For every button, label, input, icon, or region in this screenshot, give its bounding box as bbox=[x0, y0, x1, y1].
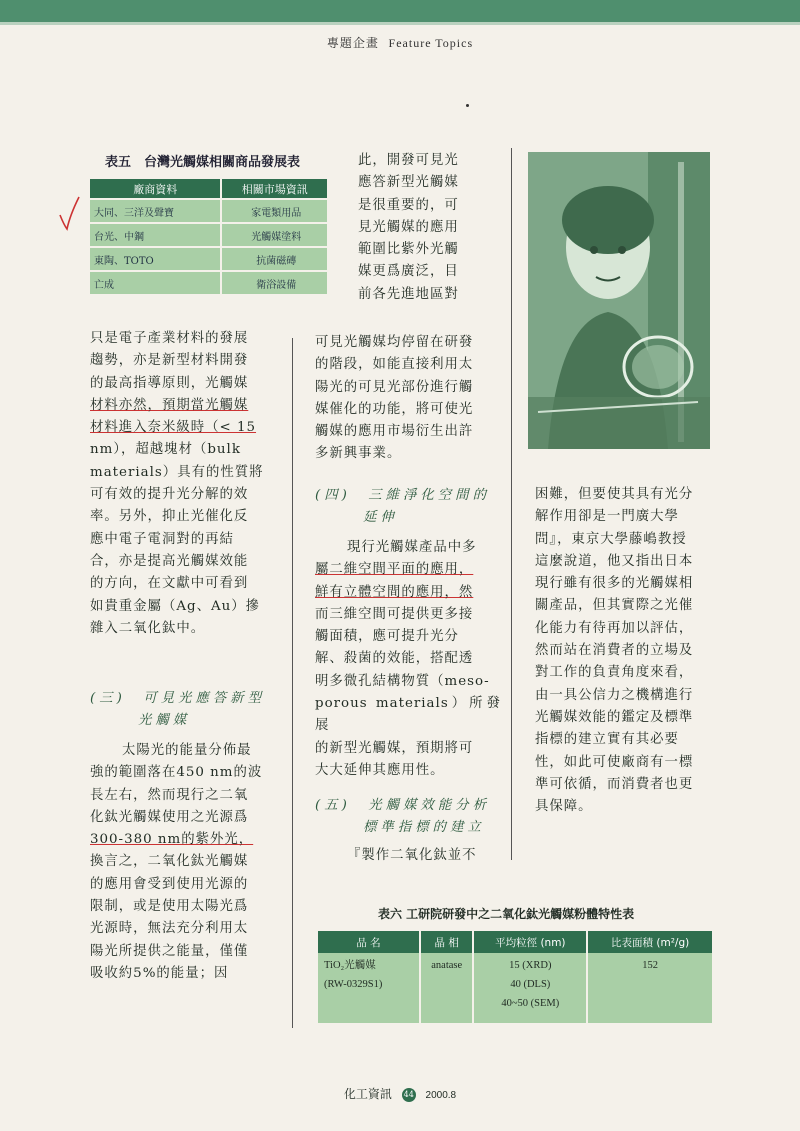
table-cell: 大同、三洋及聲寶 bbox=[90, 200, 222, 222]
heading-line: (五) 光觸媒效能分析 bbox=[315, 798, 490, 813]
header-en: Feature Topics bbox=[388, 36, 474, 50]
text-line: 應中電子電洞對的再結 bbox=[90, 531, 234, 547]
section5-heading bbox=[315, 795, 505, 840]
text-line: 換言之，二氧化鈦光觸媒 bbox=[90, 854, 249, 870]
footer-journal: 化工資訊 bbox=[343, 1087, 392, 1101]
text-line: 吸收約5%的能量；因 bbox=[90, 965, 229, 981]
table6 bbox=[318, 931, 714, 1023]
header-zh: 專題企畫 bbox=[326, 36, 379, 50]
page-footer bbox=[0, 1085, 800, 1102]
mid-column-para2 bbox=[315, 537, 501, 782]
text-line: 『製作二氧化鈦並不 bbox=[347, 848, 477, 863]
table5-title: 表五 台灣光觸媒相關商品發展表 bbox=[105, 155, 301, 170]
text-line: 性，如此可使廠商有一標 bbox=[535, 754, 694, 770]
heading-line: (四) 三維淨化空間的 bbox=[315, 488, 490, 503]
table6-header-size: 平均粒徑 (nm) bbox=[474, 931, 588, 953]
table-cell-size bbox=[474, 953, 588, 1023]
text-line: 大大延伸其應用性。 bbox=[315, 762, 445, 778]
table-cell: 家電類用品 bbox=[222, 200, 329, 222]
text-line: 困難，但要使其具有光分 bbox=[535, 487, 694, 502]
size-line: 15 (XRD) bbox=[509, 960, 552, 971]
text-line: 觸媒的應用市場衍生出許 bbox=[315, 424, 474, 440]
text-line: 可有效的提升光分解的效 bbox=[90, 487, 249, 503]
table6-header-phase: 晶 相 bbox=[421, 931, 474, 953]
text-line: 這麼說道，他又指出日本 bbox=[535, 553, 694, 569]
text-line: 問』，東京大學藤嶋教授 bbox=[535, 531, 687, 547]
table6-header-area: 比表面積 (m²/g) bbox=[588, 931, 714, 953]
heading-line: (三) 可見光應答新型 bbox=[90, 691, 265, 706]
text-line: 強的範圍落在450 nm的波 bbox=[90, 765, 263, 781]
text-line: 率。另外，抑止光催化反 bbox=[90, 509, 249, 525]
size-line: 40~50 (SEM) bbox=[501, 998, 560, 1009]
text-line: porous materials）所發展 bbox=[315, 696, 501, 734]
text-line: 見光觸媒的應用 bbox=[358, 219, 459, 235]
table-row bbox=[90, 200, 329, 222]
table-cell: 台光、中鋼 bbox=[90, 224, 222, 246]
text-line: 材料亦然，預期當光觸媒 bbox=[90, 397, 249, 413]
size-line: 40 (DLS) bbox=[510, 979, 551, 990]
text-line: 此，開發可見光 bbox=[358, 153, 459, 168]
table-row bbox=[318, 953, 714, 1023]
text-line: 具保障。 bbox=[535, 799, 593, 815]
table5-header-market: 相關市場資訊 bbox=[222, 179, 329, 198]
text-line: 多新興事業。 bbox=[315, 446, 402, 462]
text-line: 的最高指導原則，光觸媒 bbox=[90, 375, 249, 391]
text-line: 陽光所提供之能量，僅僅 bbox=[90, 943, 249, 959]
table5-header-vendor: 廠商資料 bbox=[90, 179, 222, 198]
heading-line: 延伸 bbox=[363, 510, 398, 526]
text-line: 觸面積，應可提升光分 bbox=[315, 629, 459, 645]
text-line: 化能力有待再加以評估， bbox=[535, 620, 694, 636]
table6-title: 表六 工研院研發中之二氧化鈦光觸媒粉體特性表 bbox=[378, 907, 635, 921]
table-row bbox=[90, 272, 329, 294]
text-line: 300-380 nm的紫外光， bbox=[90, 832, 254, 848]
text-line: 準可依循，而消費者也更 bbox=[535, 776, 694, 792]
text-line: 媒更爲廣泛，目 bbox=[358, 264, 459, 280]
red-check-mark-icon bbox=[58, 195, 80, 231]
table-cell: 東陶、TOTO bbox=[90, 248, 222, 270]
text-line: 只是電子產業材料的發展 bbox=[90, 331, 249, 346]
table-cell-name bbox=[318, 953, 421, 1023]
text-line: 對工作的負責角度來看， bbox=[535, 665, 694, 681]
mid-top-text-b bbox=[315, 332, 501, 466]
table5 bbox=[90, 177, 329, 296]
text-line: 可見光觸媒均停留在研發 bbox=[315, 335, 474, 350]
table-cell: 衛浴設備 bbox=[222, 272, 329, 294]
text-line: 屬二維空間平面的應用， bbox=[315, 562, 474, 578]
text-line: 解作用卻是一門廣大學 bbox=[535, 509, 679, 525]
text-line: 現行雖有很多的光觸媒相 bbox=[535, 576, 694, 592]
table-cell: 光觸媒塗料 bbox=[222, 224, 329, 246]
right-column-text bbox=[535, 484, 715, 818]
text-line: 如貴重金屬（Ag、Au）摻 bbox=[90, 598, 261, 614]
text-line: 而三維空間可提供更多接 bbox=[315, 606, 474, 622]
text-line: 長左右，然而現行之二氧 bbox=[90, 787, 249, 803]
text-line: 光源時，無法充分利用太 bbox=[90, 921, 249, 937]
text-line: 前各先進地區對 bbox=[358, 286, 459, 302]
text-line: 明多微孔結構物質（meso- bbox=[315, 673, 490, 689]
text-line: 的階段，如能直接利用太 bbox=[315, 357, 474, 373]
footer-date: 2000.8 bbox=[425, 1090, 457, 1101]
text-line: 化鈦光觸媒使用之光源爲 bbox=[90, 809, 249, 825]
text-line: nm），超越塊材（bulk bbox=[90, 442, 241, 458]
name-line: (RW-0329S1) bbox=[324, 979, 383, 990]
column-divider-right bbox=[511, 148, 512, 860]
heading-line: 光觸媒 bbox=[138, 713, 191, 729]
text-line: 應答新型光觸媒 bbox=[358, 175, 459, 191]
table-cell: 亡成 bbox=[90, 272, 222, 294]
mid-top-text-a bbox=[358, 150, 498, 306]
text-line: 指標的建立實有其必要 bbox=[535, 732, 679, 748]
text-line: 雜入二氧化鈦中。 bbox=[90, 620, 206, 636]
text-line: 由一具公信力之機構進行 bbox=[535, 687, 694, 703]
table-row bbox=[90, 224, 329, 246]
heading-line: 標準指標的建立 bbox=[363, 820, 485, 836]
text-line: 合，亦是提高光觸媒效能 bbox=[90, 553, 249, 569]
text-line: 鮮有立體空間的應用，然 bbox=[315, 584, 474, 600]
section4-heading bbox=[315, 485, 505, 530]
text-line: 的新型光觸媒，預期將可 bbox=[315, 740, 474, 756]
text-line: 解、殺菌的效能，搭配透 bbox=[315, 651, 474, 667]
text-line: 關產品，但其實際之光催 bbox=[535, 598, 694, 614]
text-line: 是很重要的，可 bbox=[358, 197, 459, 213]
left-column-para1 bbox=[90, 328, 275, 640]
text-line: 現行光觸媒產品中多 bbox=[347, 540, 477, 555]
column-divider-left bbox=[292, 338, 293, 1028]
section3-heading bbox=[90, 688, 280, 733]
page-number: 44 bbox=[402, 1088, 416, 1102]
table-cell-phase: anatase bbox=[421, 953, 474, 1023]
text-line: 範圍比紫外光觸 bbox=[358, 242, 459, 258]
text-line: 趨勢，亦是新型材料開發 bbox=[90, 353, 249, 369]
text-line: materials）具有的性質將 bbox=[90, 464, 264, 480]
top-band-edge bbox=[0, 22, 800, 25]
stray-dot bbox=[466, 104, 469, 107]
researcher-photo bbox=[528, 152, 710, 449]
left-column-para2 bbox=[90, 740, 275, 985]
text-line: 的方向，在文獻中可看到 bbox=[90, 576, 249, 592]
text-line: 的應用會受到使用光源的 bbox=[90, 876, 249, 892]
text-line: 光觸媒效能的鑑定及標準 bbox=[535, 709, 694, 725]
table-row bbox=[90, 248, 329, 270]
text-line: 限制，或是使用太陽光爲 bbox=[90, 899, 249, 915]
mid-column-para3 bbox=[315, 845, 501, 867]
text-line: 陽光的可見光部份進行觸 bbox=[315, 379, 474, 395]
text-line: 然而站在消費者的立場及 bbox=[535, 643, 694, 659]
text-line: 太陽光的能量分佈最 bbox=[122, 743, 252, 758]
top-color-band bbox=[0, 0, 800, 22]
text-line: 媒催化的功能，將可使光 bbox=[315, 401, 474, 417]
text-line: 材料進入奈米級時（< 15 bbox=[90, 420, 257, 436]
photo-illustration bbox=[528, 152, 710, 449]
page-header bbox=[0, 34, 800, 51]
table-cell: 抗菌磁磚 bbox=[222, 248, 329, 270]
name-line: TiO₂光觸媒 bbox=[324, 960, 376, 971]
table-cell-area: 152 bbox=[588, 953, 714, 1023]
table6-header-name: 品 名 bbox=[318, 931, 421, 953]
